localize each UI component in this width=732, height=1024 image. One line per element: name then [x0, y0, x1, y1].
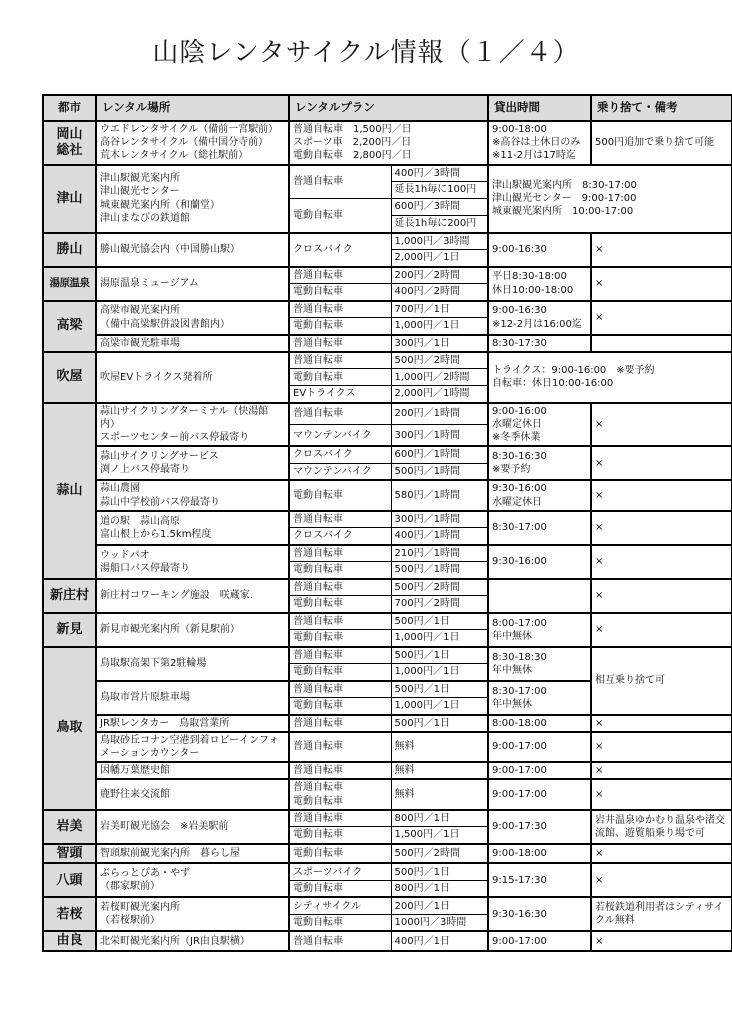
price-cell: 580円／1時間	[391, 480, 488, 510]
city-cell: 八頭	[43, 863, 96, 897]
hours-cell: 9:00-17:00	[488, 779, 591, 809]
notes-cell: ×	[591, 233, 732, 267]
bike-type-cell: 電動自転車	[289, 369, 391, 386]
table-row	[43, 545, 732, 562]
hours-cell: 8:30-17:00 年中無休	[488, 681, 591, 715]
price-cell: 1,000円／1日	[391, 318, 488, 335]
price-cell: 無料	[391, 779, 488, 809]
bike-type-cell: 普通自転車	[289, 810, 391, 827]
hours-cell: 9:00-17:00	[488, 762, 591, 779]
table-row	[43, 446, 732, 463]
city-cell: 智頭	[43, 844, 96, 864]
plan-cell: 普通自転車 1,500円／日 スポーツ車 2,200円／日 電動自転車 2,800円／日	[289, 121, 488, 165]
bike-type-cell: 普通自転車	[289, 403, 391, 425]
price-cell: 800円／1日	[391, 880, 488, 897]
price-cell: 300円／1日	[391, 335, 488, 352]
city-cell: 岩美	[43, 810, 96, 844]
hours-notes-cell: トライクス：9:00-16:00 ※要予約 自転車：休日10:00-16:00	[488, 352, 732, 403]
bike-type-cell: 普通自転車	[289, 335, 391, 352]
hours-cell: 9:00-17:30	[488, 810, 591, 844]
bike-type-cell: 電動自転車	[289, 480, 391, 510]
bike-type-cell: 電動自転車	[289, 914, 391, 931]
location-cell: ウッドパオ 湯船口バス停最寄り	[96, 545, 289, 579]
notes-cell: 相互乗り捨て可	[591, 647, 732, 715]
notes-cell: 500円追加で乗り捨て可能	[591, 121, 732, 165]
bike-type-cell: マウンテンバイク	[289, 425, 391, 447]
price-cell: 200円／1時間	[391, 403, 488, 425]
location-cell: 湯原温泉ミュージアム	[96, 267, 289, 301]
location-cell: 北栄町観光案内所（JR由良駅横）	[96, 931, 289, 951]
notes-cell: 若桜鉄道利用者はシティサイクル無料	[591, 897, 732, 931]
bike-type-cell: 電動自転車	[289, 844, 391, 864]
price-cell: 無料	[391, 732, 488, 762]
price-cell: 500円／1日	[391, 863, 488, 880]
table-row	[43, 301, 732, 318]
bike-type-cell: 普通自転車	[289, 715, 391, 732]
table-row	[43, 267, 732, 284]
location-cell: ぶらっとぴあ・やず （郡家駅前）	[96, 863, 289, 897]
price-cell: 500円／2時間	[391, 579, 488, 596]
location-cell: 新庄村コワーキング施設 咲蔵家.	[96, 579, 289, 613]
bike-type-cell: マウンテンバイク	[289, 463, 391, 480]
price-cell: 500円／1時間	[391, 562, 488, 579]
bike-type-cell: 普通自転車	[289, 579, 391, 596]
rental-cycle-table	[42, 94, 732, 952]
bike-type-cell: 電動自転車	[289, 664, 391, 681]
notes-cell: ×	[591, 511, 732, 545]
notes-cell: 岩井温泉ゆかむり温泉や渚交流館、遊覧船乗り場で可	[591, 810, 732, 844]
bike-type-cell: スポーツバイク	[289, 863, 391, 880]
price-cell: 300円／1時間	[391, 511, 488, 528]
bike-type-cell: 電動自転車	[289, 827, 391, 844]
price-cell: 500円／1日	[391, 681, 488, 698]
city-cell: 新庄村	[43, 579, 96, 613]
bike-type-cell: 普通自転車	[289, 511, 391, 528]
bike-type-cell: 普通自転車	[289, 931, 391, 951]
price-cell: 500円／1日	[391, 647, 488, 664]
hours-cell: 9:00-17:00	[488, 732, 591, 762]
hours-cell: 8:30-18:30 年中無休	[488, 647, 591, 681]
hours-cell	[488, 579, 591, 613]
column-header: 都市	[43, 95, 96, 121]
price-cell: 延長1h毎に100円	[391, 182, 488, 199]
bike-type-cell: クロスバイク	[289, 528, 391, 545]
price-cell: 1,000円／1日	[391, 630, 488, 647]
location-cell: 智頭駅前観光案内所 暮らし屋	[96, 844, 289, 864]
notes-cell: ×	[591, 863, 732, 897]
price-cell: 1,000円／1日	[391, 698, 488, 715]
notes-cell: ×	[591, 715, 732, 732]
price-cell: 500円／1時間	[391, 463, 488, 480]
hours-notes-cell: 津山駅観光案内所 8:30-17:00 津山観光センター 9:00-17:00 城東観光案内所 10:00-17:00	[488, 165, 732, 233]
bike-type-cell: 普通自転車	[289, 352, 391, 369]
price-cell: 400円／2時間	[391, 284, 488, 301]
table-row	[43, 779, 732, 809]
price-cell: 600円／3時間	[391, 199, 488, 216]
notes-cell: ×	[591, 545, 732, 579]
hours-cell: 8:30-16:30 ※要予約	[488, 446, 591, 480]
price-cell: 1,000円／2時間	[391, 369, 488, 386]
location-cell: 勝山観光協会内（中国勝山駅）	[96, 233, 289, 267]
bike-type-cell: 普通自転車	[289, 545, 391, 562]
bike-type-cell: 電動自転車	[289, 698, 391, 715]
price-cell: 400円／3時間	[391, 165, 488, 182]
price-cell: 200円／2時間	[391, 267, 488, 284]
bike-type-cell: 普通自転車	[289, 165, 391, 199]
notes-cell: ×	[591, 613, 732, 647]
column-header: 乗り捨て・備考	[591, 95, 732, 121]
table-row	[43, 511, 732, 528]
city-cell: 津山	[43, 165, 96, 233]
hours-cell: 9:00-16:00 水曜定休日 ※冬季休業	[488, 403, 591, 447]
table-row	[43, 335, 732, 352]
hours-cell: 9:30-16:30	[488, 897, 591, 931]
hours-cell: 8:30-17:00	[488, 511, 591, 545]
city-cell: 鳥取	[43, 647, 96, 810]
hours-cell: 8:00-18:00	[488, 715, 591, 732]
location-cell: 蒜山農園 蒜山中学校前バス停最寄り	[96, 480, 289, 510]
hours-cell: 平日8:30-18:00 休日10:00-18:00	[488, 267, 591, 301]
hours-cell: 9:15-17:30	[488, 863, 591, 897]
price-cell: 1,500円／1日	[391, 827, 488, 844]
city-cell: 高梁	[43, 301, 96, 352]
table-row	[43, 647, 732, 664]
city-cell: 蒜山	[43, 403, 96, 579]
table-body	[43, 121, 732, 951]
bike-type-cell: 電動自転車	[289, 562, 391, 579]
bike-type-cell: 普通自転車	[289, 762, 391, 779]
city-cell: 岡山 総社	[43, 121, 96, 165]
bike-type-cell: シティサイクル	[289, 897, 391, 914]
notes-cell: ×	[591, 480, 732, 510]
bike-type-cell: クロスバイク	[289, 233, 391, 267]
city-cell: 湯原温泉	[43, 267, 96, 301]
bike-type-cell: クロスバイク	[289, 446, 391, 463]
table-row	[43, 715, 732, 732]
bike-type-cell: 普通自転車	[289, 267, 391, 284]
notes-cell	[591, 335, 732, 352]
price-cell: 無料	[391, 762, 488, 779]
location-cell: 因幡万葉歴史館	[96, 762, 289, 779]
location-cell: JR駅レンタカー 鳥取営業所	[96, 715, 289, 732]
notes-cell: ×	[591, 931, 732, 951]
location-cell: 若桜町観光案内所 （若桜駅前）	[96, 897, 289, 931]
table-row	[43, 762, 732, 779]
location-cell: 鳥取駅高架下第2駐輪場	[96, 647, 289, 681]
price-cell: 1000円／3時間	[391, 914, 488, 931]
notes-cell: ×	[591, 403, 732, 447]
table-row	[43, 403, 732, 425]
location-cell: 蒜山サイクリングターミナル（快湯館内） スポーツセンター前バス停最寄り	[96, 403, 289, 447]
page-title: 山陰レンタサイクル情報（１／４）	[152, 38, 580, 68]
city-cell: 由良	[43, 931, 96, 951]
bike-type-cell: 電動自転車	[289, 199, 391, 233]
column-header: 貸出時間	[488, 95, 591, 121]
bike-type-cell: 普通自転車 電動自転車	[289, 779, 391, 809]
price-cell: 延長1h毎に200円	[391, 216, 488, 233]
table-header	[43, 95, 732, 121]
location-cell: 吹屋EVトライクス発着所	[96, 352, 289, 403]
location-cell: 高梁市観光駐車場	[96, 335, 289, 352]
bike-type-cell: 電動自転車	[289, 284, 391, 301]
notes-cell: ×	[591, 267, 732, 301]
price-cell: 300円／1時間	[391, 425, 488, 447]
notes-cell: ×	[591, 762, 732, 779]
location-cell: 蒜山サイクリングサービス 渕ノ上バス停最寄り	[96, 446, 289, 480]
hours-cell: 9:00-17:00	[488, 931, 591, 951]
city-cell: 若桜	[43, 897, 96, 931]
price-cell: 500円／1日	[391, 613, 488, 630]
table-row	[43, 480, 732, 510]
hours-cell: 9:00-16:30	[488, 233, 591, 267]
header-row	[43, 95, 732, 121]
location-cell: ウエドレンタサイクル（備前一宮駅前） 高谷レンタサイクル（備中国分寺前） 荒木レンタサイクル（総社駅前）	[96, 121, 289, 165]
notes-cell: ×	[591, 301, 732, 335]
notes-cell: ×	[591, 732, 732, 762]
hours-cell: 8:00-17:00 年中無休	[488, 613, 591, 647]
price-cell: 700円／1日	[391, 301, 488, 318]
price-cell: 800円／1日	[391, 810, 488, 827]
table-row	[43, 732, 732, 762]
hours-cell: 9:00-18:00	[488, 844, 591, 864]
bike-type-cell: 普通自転車	[289, 681, 391, 698]
price-cell: 400円／1日	[391, 931, 488, 951]
table-row	[43, 844, 732, 864]
location-cell: 鹿野往来交流館	[96, 779, 289, 809]
table-row	[43, 897, 732, 914]
table-row	[43, 931, 732, 951]
location-cell: 鳥取市営片原駐車場	[96, 681, 289, 715]
notes-cell: ×	[591, 844, 732, 864]
table-row	[43, 579, 732, 596]
notes-cell: ×	[591, 579, 732, 613]
price-cell: 400円／1時間	[391, 528, 488, 545]
price-cell: 500円／2時間	[391, 844, 488, 864]
location-cell: 岩美町観光協会 ※岩美駅前	[96, 810, 289, 844]
column-header: レンタル場所	[96, 95, 289, 121]
city-cell: 吹屋	[43, 352, 96, 403]
bike-type-cell: 普通自転車	[289, 301, 391, 318]
bike-type-cell: 電動自転車	[289, 318, 391, 335]
location-cell: 道の駅 蒜山高原 富山根上から1.5km程度	[96, 511, 289, 545]
price-cell: 600円／1時間	[391, 446, 488, 463]
bike-type-cell: 電動自転車	[289, 880, 391, 897]
price-cell: 2,000円／1時間	[391, 386, 488, 403]
hours-cell: 9:30-16:00	[488, 545, 591, 579]
location-cell: 新見市観光案内所（新見駅前）	[96, 613, 289, 647]
hours-cell: 9:30-16:00 水曜定休日	[488, 480, 591, 510]
bike-type-cell: 普通自転車	[289, 613, 391, 630]
location-cell: 津山駅観光案内所 津山観光センター 城東観光案内所（和蘭堂） 津山まなびの鉄道館	[96, 165, 289, 233]
bike-type-cell: EVトライクス	[289, 386, 391, 403]
table-row	[43, 233, 732, 250]
column-header: レンタルプラン	[289, 95, 488, 121]
location-cell: 鳥取砂丘コナン空港到着ロビーインフォメーションカウンター	[96, 732, 289, 762]
table-row	[43, 863, 732, 880]
hours-cell: 8:30-17:30	[488, 335, 591, 352]
price-cell: 500円／2時間	[391, 352, 488, 369]
bike-type-cell: 普通自転車	[289, 732, 391, 762]
price-cell: 210円／1時間	[391, 545, 488, 562]
location-cell: 高梁市観光案内所 （備中高梁駅併設図書館内）	[96, 301, 289, 335]
price-cell: 500円／1日	[391, 715, 488, 732]
price-cell: 1,000円／1日	[391, 664, 488, 681]
bike-type-cell: 電動自転車	[289, 596, 391, 613]
bike-type-cell: 電動自転車	[289, 630, 391, 647]
notes-cell: ×	[591, 446, 732, 480]
table-row	[43, 121, 732, 165]
price-cell: 200円／1日	[391, 897, 488, 914]
table-row	[43, 613, 732, 630]
notes-cell: ×	[591, 779, 732, 809]
table-row	[43, 352, 732, 369]
hours-cell: 9:00-16:30 ※12-2月は16:00迄	[488, 301, 591, 335]
city-cell: 新見	[43, 613, 96, 647]
bike-type-cell: 普通自転車	[289, 647, 391, 664]
price-cell: 2,000円／1日	[391, 250, 488, 267]
city-cell: 勝山	[43, 233, 96, 267]
hours-cell: 9:00-18:00 ※高谷は土休日のみ ※11-2月は17時迄	[488, 121, 591, 165]
price-cell: 700円／2時間	[391, 596, 488, 613]
table-row	[43, 810, 732, 827]
table-row	[43, 165, 732, 182]
price-cell: 1,000円／3時間	[391, 233, 488, 250]
